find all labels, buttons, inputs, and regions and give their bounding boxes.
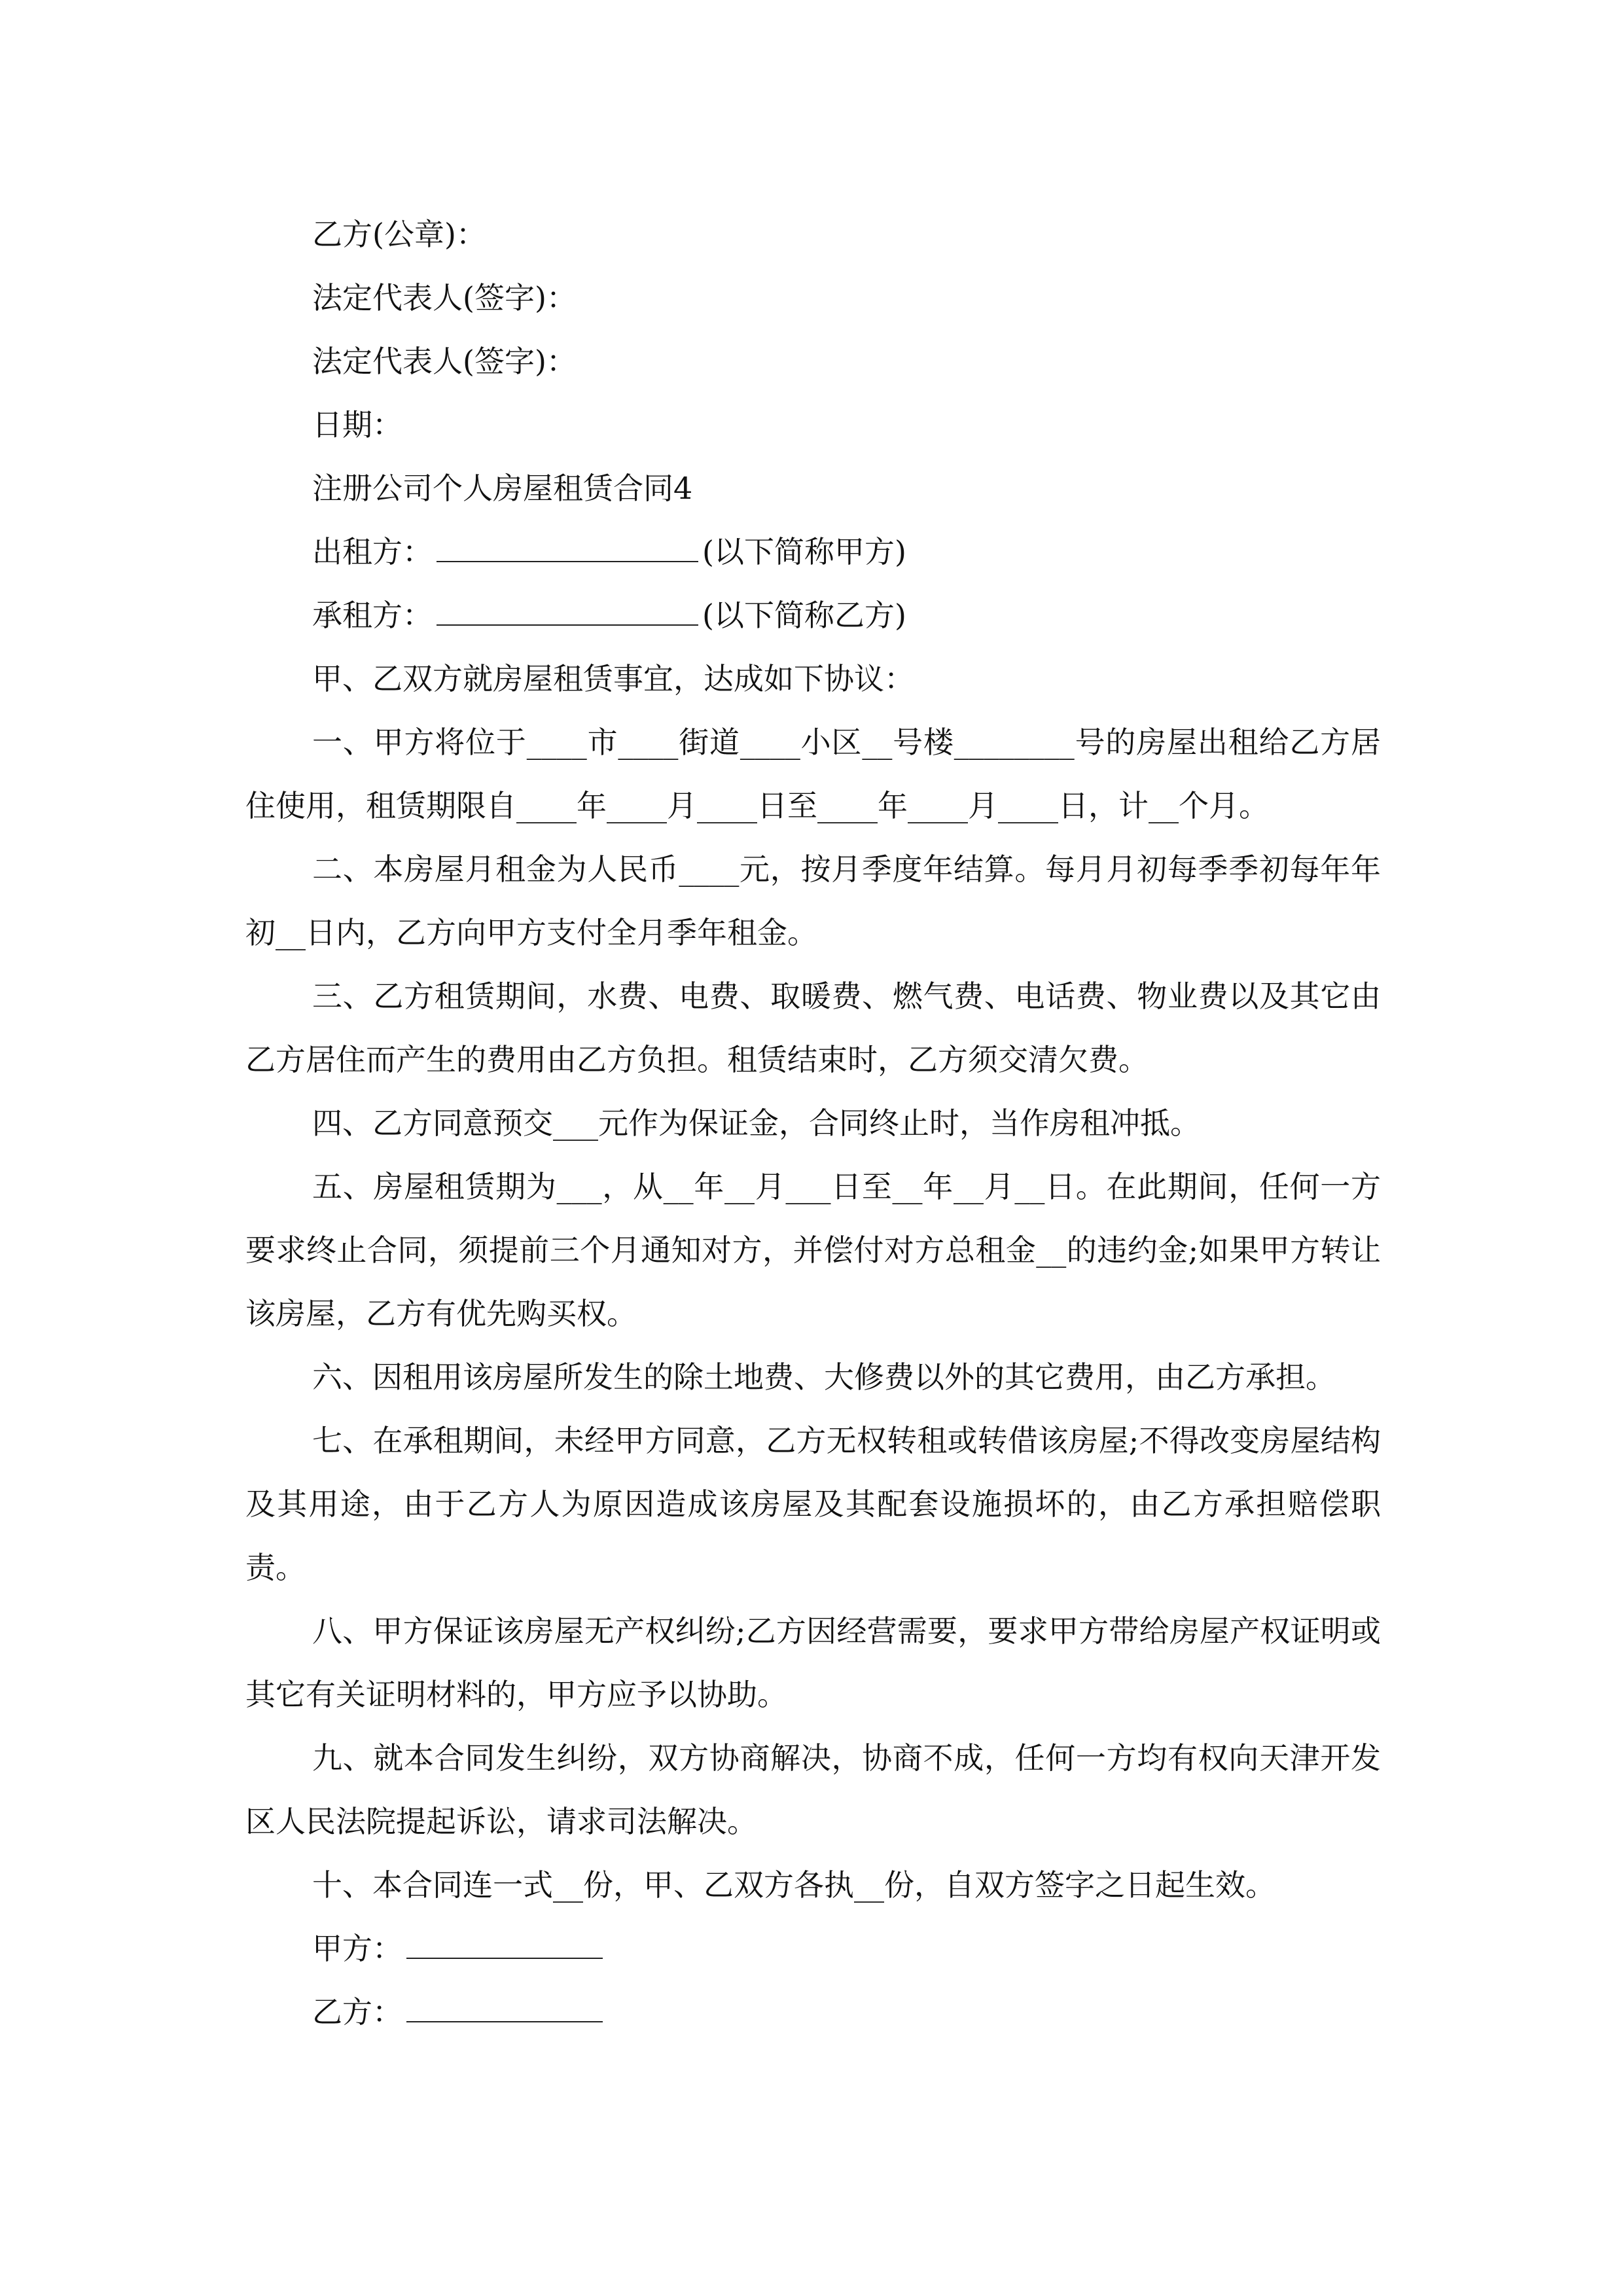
clause-5: 五、房屋租赁期为___，从__年__月___日至__年__月__日。在此期间，任何一方要求终止合同，须提前三个月通知对方，并偿付对方总租金__的违约金;如果甲方转让该房屋，乙方有优先购买权。 [245,1169,1381,1331]
clause-2: 二、本房屋月租金为人民币____元，按月季度年结算。每月月初每季季初每年年初__日内，乙方向甲方支付全月季年租金。 [245,852,1381,950]
lessor-label: 出租方： [312,534,433,569]
clause-6: 六、因租用该房屋所发生的除土地费、大修费以外的其它费用，由乙方承担。 [312,1359,1336,1395]
clause-8: 八、甲方保证该房屋无产权纠纷;乙方因经营需要，要求甲方带给房屋产权证明或其它有关证明材料的，甲方应予以协助。 [245,1613,1381,1712]
legal-rep-line-1: 法定代表人(签字)： [312,280,577,315]
lessee-suffix: (以下简称乙方) [702,598,906,633]
party-b-seal-line: 乙方(公章)： [312,217,486,252]
contract-title: 注册公司个人房屋租赁合同4 [312,471,693,506]
lessor-blank [437,537,698,562]
contract-intro: 甲、乙双方就房屋租赁事宜，达成如下协议： [312,661,914,696]
lessee-label: 承租方： [312,598,433,633]
lessor-suffix: (以下简称甲方) [702,534,906,569]
lessor-line [245,520,1381,584]
document-body [245,203,1381,2044]
clause-9: 九、就本合同发生纠纷，双方协商解决，协商不成，任何一方均有权向天津开发区人民法院提起诉讼，请求司法解决。 [245,1740,1381,1839]
party-a-signature-line [245,1917,1381,1981]
clause-3: 三、乙方租赁期间，水费、电费、取暖费、燃气费、电话费、物业费以及其它由乙方居住而产生的费用由乙方负担。租赁结束时，乙方须交清欠费。 [245,978,1381,1077]
party-b-label: 乙方： [312,1994,402,2030]
lessee-line [245,584,1381,647]
lessee-blank [437,601,698,626]
clause-4: 四、乙方同意预交___元作为保证金，合同终止时，当作房租冲抵。 [312,1105,1200,1141]
party-a-blank [406,1934,603,1959]
clause-7: 七、在承租期间，未经甲方同意，乙方无权转租或转借该房屋;不得改变房屋结构及其用途，由于乙方人为原因造成该房屋及其配套设施损坏的，由乙方承担赔偿职责。 [245,1423,1381,1585]
clause-1: 一、甲方将位于____市____街道____小区__号楼________号的房屋出租给乙方居住使用，租赁期限自____年____月____日至____年____月____日，计__个月。 [245,725,1381,823]
clause-10: 十、本合同连一式__份，甲、乙双方各执__份，自双方签字之日起生效。 [312,1867,1275,1903]
party-a-label: 甲方： [312,1931,402,1966]
party-b-signature-line [245,1981,1381,2044]
legal-rep-line-2: 法定代表人(签字)： [312,344,577,379]
party-b-blank [406,1998,603,2022]
date-line: 日期： [312,407,402,442]
